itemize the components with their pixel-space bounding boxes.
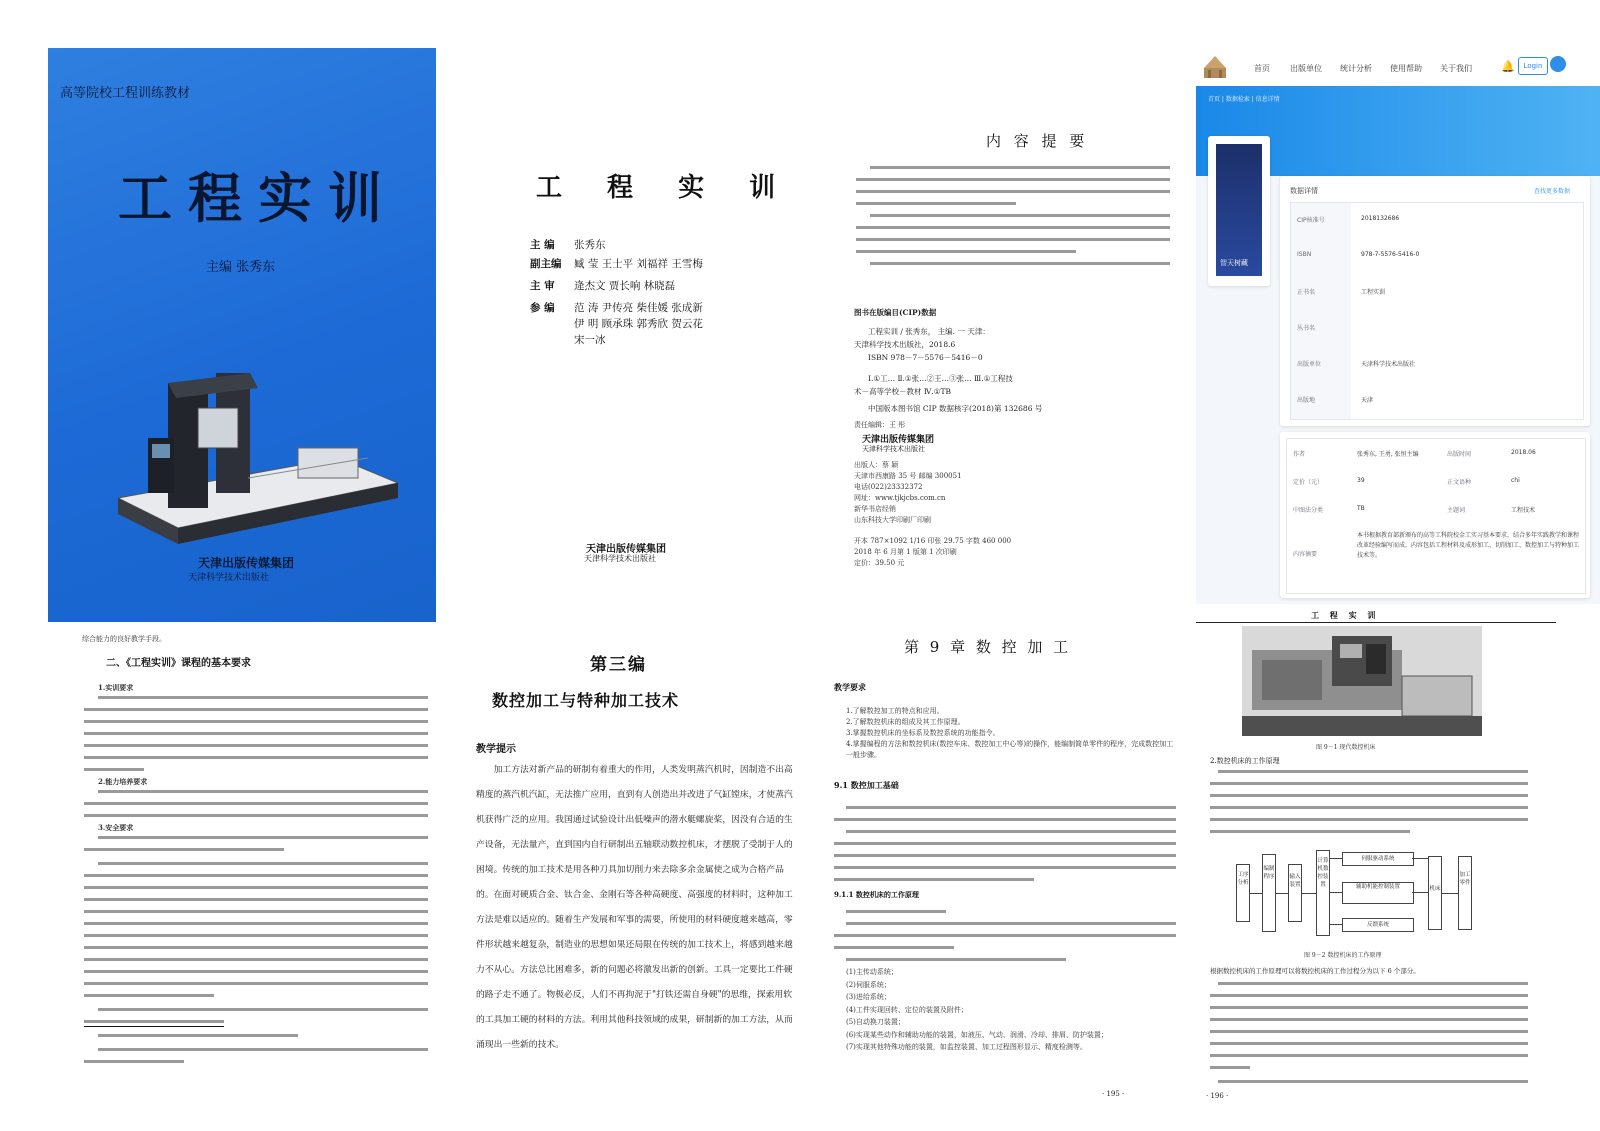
print-spec-line: 定价：39.50 元 — [854, 559, 905, 567]
text-line — [98, 1008, 428, 1011]
underline — [84, 1026, 224, 1027]
credit-row-4 — [466, 317, 836, 333]
text-line — [84, 1020, 224, 1023]
nav-publishers[interactable]: 出版单位 — [1290, 64, 1322, 73]
text-line — [98, 1034, 298, 1037]
field-label: CIP核准号 — [1297, 217, 1325, 224]
text-line — [856, 190, 1170, 193]
diagram-arrow — [1302, 893, 1316, 894]
cip-line: ISBN 978－7－5576－5416－0 — [868, 353, 983, 362]
sub-heading: 1.实训要求 — [98, 683, 134, 692]
text-line — [84, 768, 144, 771]
press-group: 天津出版传媒集团 — [862, 435, 935, 445]
text-line — [834, 842, 1176, 845]
thumb-caption: 智天树藏 — [1220, 259, 1248, 267]
avatar-icon[interactable] — [1550, 56, 1566, 72]
title-page-title: 工 程 实 训 — [536, 173, 794, 203]
teaching-hint-heading: 教学提示 — [476, 744, 516, 755]
text-line — [856, 202, 1016, 205]
diagram-box: 加工零件 — [1458, 856, 1472, 930]
press-info-line: 山东科技大学印刷厂印刷 — [854, 516, 931, 524]
detail-table — [1290, 202, 1584, 420]
diagram-arrow — [1330, 892, 1342, 893]
text-line — [98, 862, 428, 865]
cip-line: 中国版本图书馆 CIP 数据核字(2018)第 132686 号 — [868, 404, 1043, 413]
diagram-box: 计算机数控装置 — [1316, 850, 1330, 936]
part-title: 第三编 — [590, 655, 647, 675]
cip-line: Ⅰ.①工… Ⅱ.①张…②王…③张… Ⅲ.①工程技 — [868, 374, 1013, 383]
figure-caption-1: 图 9－1 现代数控机床 — [1316, 744, 1376, 751]
text-line — [1210, 1006, 1528, 1009]
text-line — [846, 958, 1066, 961]
credit-names: 范 涛 尹传亮 柴佳媛 张成新 — [574, 302, 703, 314]
page-196 — [1196, 610, 1556, 1110]
credit-names: 逄杰文 贾长响 林晓磊 — [574, 280, 676, 292]
text-line — [834, 854, 1176, 857]
cover-title: 工程实训 — [118, 166, 398, 230]
text-line — [1210, 806, 1528, 809]
text-line — [846, 922, 1176, 925]
page-number: · 195 · — [1102, 1090, 1125, 1098]
field-label: 定价（元） — [1293, 479, 1324, 486]
diagram-arrow — [1276, 893, 1288, 894]
text-line — [1210, 794, 1528, 797]
field-label: 内容摘要 — [1293, 551, 1318, 558]
diagram-box: 工序分析 — [1236, 864, 1250, 922]
nav-home[interactable]: 首页 — [1254, 64, 1270, 73]
text-line — [1218, 770, 1528, 773]
text-line — [1218, 982, 1528, 985]
part-three-page — [462, 630, 818, 1110]
cip-website-screenshot — [1196, 48, 1600, 604]
credit-role: 参 编 — [530, 302, 555, 314]
cover-publisher: 天津科学技术出版社 — [188, 573, 270, 583]
requirement-item: 3.掌握数控机床的坐标系及数控系统的功能指令。 — [846, 729, 1000, 737]
book-thumbnail — [1216, 144, 1262, 276]
credit-names: 张秀东 — [574, 239, 606, 251]
press-info-line: 新华书店经销 — [854, 505, 896, 513]
cip-line: 天津科学技术出版社，2018.6 — [854, 340, 956, 349]
credit-names: 臧 莹 王士平 刘福祥 王雪梅 — [574, 258, 703, 270]
credit-row-2 — [466, 279, 836, 295]
label-column — [1291, 203, 1351, 419]
field-label: 正书名 — [1297, 289, 1316, 296]
diagram-box: 机床 — [1428, 856, 1442, 930]
title-publisher: 天津科学技术出版社 — [584, 554, 656, 563]
component-list — [846, 966, 1176, 1054]
top-line: 综合能力的良好教学手段。 — [82, 635, 166, 643]
bell-icon[interactable]: 🔔 — [1501, 60, 1515, 73]
diagram-box: 辅助机能控制装置 — [1342, 882, 1414, 904]
field-label: 正文语种 — [1447, 479, 1472, 486]
field-value: 天津 — [1361, 397, 1374, 404]
text-line — [834, 866, 1176, 869]
text-line — [84, 874, 428, 877]
text-line — [84, 958, 428, 961]
field-value: TB — [1357, 505, 1365, 512]
text-line — [1210, 994, 1528, 997]
site-logo-icon — [1202, 54, 1228, 80]
field-label: 出版地 — [1297, 397, 1316, 404]
text-line — [84, 732, 428, 735]
text-line — [98, 790, 428, 793]
text-line — [1210, 782, 1528, 785]
diagram-arrow — [1412, 892, 1428, 893]
process-intro: 根据数控机床的工作原理可以将数控机床的工作过程分为以下 6 个部分。 — [1210, 967, 1420, 975]
component-item: (7)实现其他特殊功能的装置，如监控装置、加工过程图形显示、精度检测等。 — [846, 1043, 1087, 1051]
field-value: 978-7-5576-5416-0 — [1361, 251, 1420, 258]
credit-role: 副主编 — [530, 258, 562, 270]
component-item: (2)伺服系统； — [846, 980, 891, 989]
text-line — [84, 934, 428, 937]
text-line — [846, 830, 1176, 833]
text-line — [84, 910, 428, 913]
press-info — [854, 460, 962, 526]
text-line — [84, 946, 428, 949]
component-item: (4)工件实现回转、定位的装置及附件； — [846, 1005, 968, 1014]
field-label: ISBN — [1297, 251, 1312, 258]
diagram-arrow — [1250, 893, 1262, 894]
text-line — [84, 744, 428, 747]
field-label: 作者 — [1293, 451, 1306, 458]
credit-row-3 — [466, 301, 836, 317]
subsection-title: 2.数控机床的工作原理 — [1210, 757, 1280, 765]
text-line — [1210, 830, 1410, 833]
figure-caption-2: 图 9－2 数控机床的工作原理 — [1304, 952, 1382, 959]
text-line — [834, 946, 954, 949]
text-line — [84, 708, 428, 711]
press-name: 天津科学技术出版社 — [862, 445, 925, 453]
field-value: chi — [1511, 477, 1520, 484]
part-subtitle: 数控加工与特种加工技术 — [492, 691, 680, 710]
field-value: 2018.06 — [1511, 449, 1536, 456]
requirements-page — [48, 630, 448, 1110]
part-body-text: 加工方法对新产品的研制有着重大的作用，人类发明蒸汽机时，因制造不出高精度的蒸汽机汽缸，无法推广应用，直到有人创造出并改进了气缸镗床，才使蒸汽机获得广泛的应用。我国通过试验设计出低噪声的潜水艇螺旋桨，因没有合适的生产设备，无法量产，直到国内自行研制出五轴联动数控机床，才摆脱了受制于人的困境。传统的加工技术是用各种刀具加切削力来去除多余金属使之成为合格产品的。在面对硬质合金、钛合金、金刚石等各种高硬度、高强度的材料时，这种加工方法是难以适应的。随着生产发展和军事的需要，所使用的材料硬度越来越高，零件形状越来越复杂，制造业的思想如果还局限在传统的加工技术上，将感到越来越力不从心。方法总比困难多，新的问题必将激发出新的创新。工具一定要比工件硬的路子走不通了。物极必反，人们不再拘泥于"打铁还需自身硬"的思维，探索用软的工具加工硬的材料的方法。利用其他科技领域的成果，研制新的加工方法，从而涌现出一些新的技术。 — [476, 765, 793, 1050]
text-line — [834, 934, 1176, 937]
nav-about[interactable]: 关于我们 — [1440, 64, 1472, 73]
diagram-box: 反馈系统 — [1342, 918, 1414, 932]
page-number: · 196 · — [1206, 1092, 1229, 1100]
book-thumbnail-card — [1208, 136, 1270, 286]
credit-row-5 — [466, 333, 836, 349]
field-value: 工程技术 — [1511, 507, 1536, 514]
text-line — [856, 250, 1076, 253]
field-value: 张秀东, 王勇, 张恒主编 — [1357, 451, 1419, 458]
section-heading: 二、《工程实训》课程的基本要求 — [106, 658, 251, 669]
diagram-box: 伺服驱动系统 — [1342, 852, 1414, 866]
text-line — [1218, 1080, 1528, 1083]
text-line — [84, 982, 428, 985]
requirement-list — [846, 706, 1176, 761]
print-spec — [854, 536, 1011, 569]
diagram-arrow — [1330, 924, 1342, 925]
text-line — [98, 1048, 428, 1051]
text-line — [870, 166, 1170, 169]
requirement-item: 1.了解数控加工的特点和应用。 — [846, 707, 944, 715]
text-line — [1210, 1054, 1528, 1057]
requirement-item: 2.了解数控机床的组成及其工作原理。 — [846, 718, 965, 726]
text-line — [84, 756, 428, 759]
press-info-line: 网址：www.tjkjcbs.com.cn — [854, 494, 946, 502]
print-spec-line: 开本 787×1092 1/16 印张 29.75 字数 460 000 — [854, 537, 1012, 545]
credit-names: 宋一冰 — [574, 334, 606, 346]
field-label: 丛书名 — [1297, 325, 1316, 332]
credit-role: 主 编 — [530, 239, 555, 251]
cip-title: 图书在版编目(CIP)数据 — [854, 308, 937, 317]
text-line — [84, 814, 428, 817]
component-item: (1)主传动系统； — [846, 968, 898, 976]
text-line — [84, 720, 428, 723]
title-publisher-group: 天津出版传媒集团 — [586, 544, 666, 555]
credit-row-1 — [466, 257, 836, 273]
text-line — [834, 878, 1034, 881]
cip-line: 术－高等学校－教材 Ⅳ.①TB — [854, 387, 951, 396]
nav-statistics[interactable]: 统计分析 — [1340, 64, 1372, 73]
diagram-arrow — [1330, 858, 1342, 859]
requirement-item: 4.掌握编程的方法和数控机床(数控车床、数控加工中心等)的操作，能编制简单零件的程序，完成数控加工一般步骤。 — [846, 740, 1174, 759]
press-info-line: 电话(022)23332372 — [854, 483, 923, 491]
cip-line: 工程实训 / 张秀东， 主编. 一 天津： — [868, 327, 990, 336]
running-header: 工 程 实 训 — [1311, 610, 1380, 620]
field-label: 出版时间 — [1447, 451, 1472, 458]
summary-heading: 内 容 提 要 — [986, 132, 1089, 150]
component-item: (3)进给系统； — [846, 993, 891, 1001]
field-value: 天津科学技术出版社 — [1361, 361, 1416, 368]
title-page — [466, 52, 836, 620]
field-label: 主题词 — [1447, 507, 1466, 514]
sub-heading: 3.安全要求 — [98, 823, 134, 832]
field-value: 2018132686 — [1361, 215, 1400, 222]
text-line — [1210, 1018, 1528, 1021]
diagram-arrow — [1412, 858, 1428, 859]
component-item: (6)实现某些动作和辅助功能的装置，如液压、气动、润滑、冷却、排屑、防护装置； — [846, 1030, 1108, 1039]
press-info-line: 天津市西康路 35 号 邮编 300051 — [854, 472, 962, 480]
diagram-arrow — [1442, 893, 1458, 894]
subsection-heading: 9.1.1 数控机床的工作原理 — [834, 890, 919, 899]
text-line — [870, 214, 1170, 217]
detail-table-2 — [1286, 438, 1586, 594]
site-header — [1196, 48, 1600, 86]
print-spec-line: 2018 年 6 月第 1 版第 1 次印刷 — [854, 548, 957, 556]
component-item: (5)自动换刀装置； — [846, 1018, 905, 1026]
text-line — [846, 910, 946, 913]
nav-help[interactable]: 使用帮助 — [1390, 64, 1422, 73]
cnc-machine-illustration — [98, 348, 418, 548]
sub-heading: 2.能力培养要求 — [98, 777, 148, 786]
text-line — [856, 238, 1170, 241]
field-value: 39 — [1357, 477, 1365, 484]
text-line — [98, 696, 428, 699]
detail-card — [1280, 176, 1590, 426]
text-line — [856, 178, 1170, 181]
text-line — [84, 994, 214, 997]
summary-text: 本书根据教育部新颁布的高等工科院校金工实习基本要求，结合多年实践教学和课程改革经验编写而成。内容包括工程材料及成形加工、切削加工、数控加工与特种加工技术等。 — [1357, 532, 1580, 559]
press-info-line: 出版人：蔡 颖 — [854, 461, 899, 469]
diagram-box: 输入装置 — [1288, 864, 1302, 922]
more-data-link[interactable]: 查找更多数据 — [1534, 188, 1571, 195]
text-line — [1210, 1066, 1250, 1069]
text-line — [84, 1060, 184, 1063]
text-line — [98, 836, 428, 839]
book-cover — [48, 48, 436, 622]
text-line — [84, 802, 428, 805]
field-label: 出版单位 — [1297, 361, 1322, 368]
diagram-box: 编制程序 — [1262, 854, 1276, 932]
text-line — [84, 970, 428, 973]
text-line — [84, 848, 284, 851]
credit-role: 主 审 — [530, 280, 555, 292]
cover-publisher-group: 天津出版传媒集团 — [198, 556, 295, 570]
text-line — [870, 262, 1170, 265]
cip-page — [836, 48, 1196, 622]
detail-card-2 — [1280, 432, 1590, 598]
text-line — [84, 922, 428, 925]
cnc-lathe-photo — [1242, 626, 1482, 736]
cnc-principle-diagram — [1236, 846, 1516, 942]
text-line — [1210, 818, 1528, 821]
cover-editor: 主编 张秀东 — [206, 260, 276, 275]
login-button[interactable]: Login — [1518, 57, 1548, 75]
text-line — [1210, 1030, 1528, 1033]
responsible-editor: 责任编辑：王 彤 — [854, 421, 906, 429]
text-line — [846, 806, 1176, 809]
requirements-heading: 教学要求 — [834, 682, 866, 692]
text-line — [84, 886, 428, 889]
cip-block — [854, 306, 1154, 415]
header-rule — [1196, 622, 1556, 623]
text-line — [856, 226, 1170, 229]
field-label: 中图法分类 — [1293, 507, 1324, 514]
cover-series: 高等院校工程训练教材 — [60, 86, 191, 101]
section-heading: 9.1 数控加工基础 — [834, 780, 899, 790]
chapter-nine-page — [832, 630, 1190, 1110]
text-line — [84, 898, 428, 901]
text-line — [1210, 1042, 1528, 1045]
field-value: 工程实训 — [1361, 289, 1386, 296]
text-line — [834, 818, 1176, 821]
chapter-title: 第 9 章 数 控 加 工 — [904, 638, 1072, 656]
breadcrumb: 首页 | 数据检索 | 信息详情 — [1208, 96, 1280, 103]
detail-title: 数据详情 — [1290, 187, 1318, 195]
credit-names: 伊 明 顾承珠 郭秀欣 贺云花 — [574, 318, 703, 330]
credit-row-0 — [466, 238, 836, 254]
